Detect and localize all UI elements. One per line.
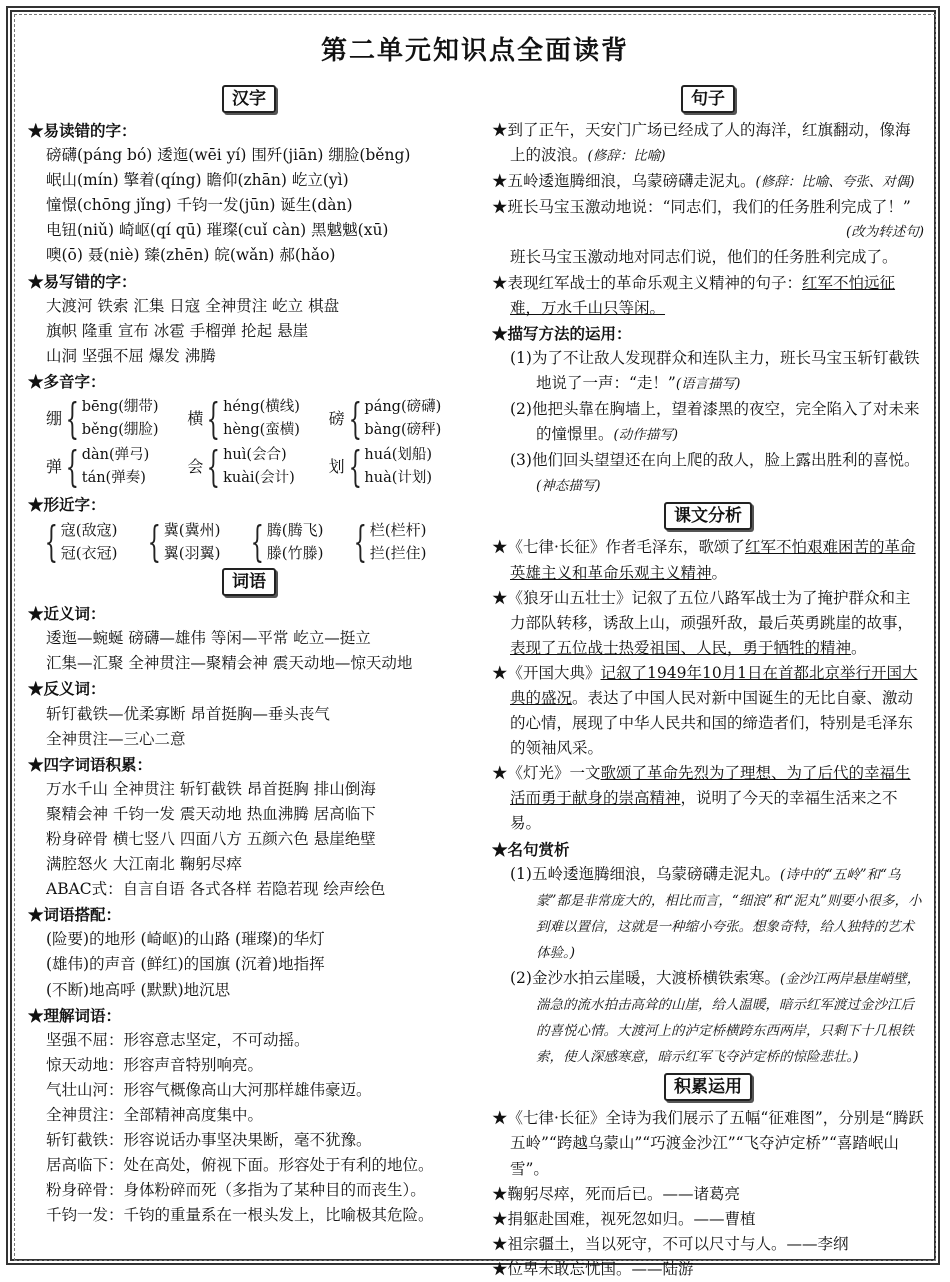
list-item: (3)他们回头望望还在向上爬的敌人，脸上露出胜利的喜悦。(神态描写) — [510, 451, 920, 495]
duoyin-group: 磅 { páng(磅礴) bàng(磅秤) — [328, 394, 442, 444]
lijie-list — [28, 1028, 470, 1229]
brace-icon: { — [207, 394, 221, 444]
list-item: (1)为了不让敌人发现群众和连队主力，班长马宝玉斩钉截铁地说了一声：“走！”(语言描写) — [510, 348, 920, 392]
label-miaoxie: ★描写方法的运用： — [492, 323, 632, 343]
sizi-list — [28, 777, 470, 902]
xingjin-group: { 栏(栏杆) 拦(拦住) — [353, 517, 427, 567]
list-item: (1)五岭逶迤腾细浪，乌蒙磅礴走泥丸。(诗中的“五岭”和“乌蒙”都是非常庞大的，相比而言，“细浪”和“泥丸”则要小很多，小到难以置信，这就是一种缩小夸张。想象奇特，给人独特的艺术体验。) — [510, 864, 922, 961]
label-fanyi: ★反义词： — [28, 679, 106, 699]
label-duoyin: ★多音字： — [28, 371, 106, 391]
xingjin-group: { 寇(敌寇) 冠(衣冠) — [44, 517, 118, 567]
duoyin-group: 会 { huì(会合) kuài(会计) — [187, 442, 295, 492]
quote: ★鞠躬尽瘁，死而后已。——诸葛亮 — [492, 1184, 741, 1203]
list-item: 气壮山河：形容气概像高山大河那样雄伟豪迈。 — [46, 1080, 372, 1099]
list-item: 全神贯注—三心二意 — [46, 729, 186, 748]
list-item: 聚精会神 千钧一发 震天动地 热血沸腾 居高临下 — [46, 804, 376, 823]
sentence-3: ★班长马宝玉激动地说：“同志们，我们的任务胜利完成了！” — [492, 198, 911, 217]
duoyin-group: 弹 { dàn(弹弓) tán(弹奏) — [46, 442, 150, 492]
left-column — [28, 82, 470, 1228]
section-hanzi: 汉字 — [28, 85, 470, 113]
list-item: 斩钉截铁：形容说话办事坚决果断，毫不犹豫。 — [46, 1131, 372, 1150]
list-item: (2)他把头靠在胸墙上，望着漆黑的夜空，完全陷入了对未来的憧憬里。(动作描写) — [510, 400, 920, 444]
section-juzi: 句子 — [492, 85, 924, 113]
duoyin-group: 划 { huá(划船) huà(计划) — [328, 442, 433, 492]
label-jinyi: ★近义词： — [28, 604, 106, 624]
list-item: 山洞 坚强不屈 爆发 沸腾 — [46, 346, 216, 365]
list-item: (2)金沙水拍云崖暖，大渡桥横铁索寒。(金沙江两岸悬崖峭壁，湍急的流水拍击高耸的山崖，给人温暖，暗示红军渡过金沙江后的喜悦心情。大渡河上的泸定桥横跨东西两岸，只剩下十几根铁索，使人深感寒意，暗示红军飞夺泸定桥的惊险悲壮。) — [510, 969, 921, 1066]
list-item: (不断)地高呼 (默默)地沉思 — [46, 980, 231, 999]
yidu-list — [28, 143, 470, 268]
sentence-2: ★五岭逶迤腾细浪，乌蒙磅礴走泥丸。(修辞：比喻、夸张、对偶) — [492, 172, 915, 191]
sentence-3-note: (改为转述句) — [845, 224, 924, 241]
dapei-list — [28, 927, 470, 1002]
list-item: 岷山(mín) 擎着(qíng) 瞻仰(zhān) 屹立(yì) — [46, 171, 349, 190]
xingjin-group: { 冀(冀州) 翼(羽翼) — [147, 517, 221, 567]
list-item: 千钧一发：千钧的重量系在一根头发上，比喻极其危险。 — [46, 1206, 434, 1225]
brace-icon: { — [348, 394, 362, 444]
section-ciyu: 词语 — [28, 568, 470, 596]
section-jilei: 积累运用 — [492, 1073, 924, 1101]
brace-icon: { — [353, 517, 368, 567]
analysis-3: ★《开国大典》记叙了1949年10月1日在首都北京举行开国大典的盛况。表达了中国人民对新中国诞生的无比自豪、激动的心情，展现了中华人民共和国的缔造者们，特别是毛泽东的领袖风采。 — [492, 663, 918, 758]
duoyin-row — [46, 396, 470, 442]
list-item: 汇集—汇聚 全神贯注—聚精会神 震天动地—惊天动地 — [46, 654, 413, 673]
list-item: (险要)的地形 (崎岖)的山路 (璀璨)的华灯 — [46, 930, 325, 949]
fanyi-list — [28, 702, 470, 752]
analysis-4: ★《灯光》一文歌颂了革命先烈为了理想、为了后代的幸福生活而勇于献身的崇高精神，说明了今天的幸福生活来之不易。 — [492, 764, 911, 833]
brace-icon: { — [348, 442, 362, 492]
list-item: 满腔怒火 大江南北 鞠躬尽瘁 — [46, 855, 242, 874]
right-column — [492, 82, 924, 1282]
brace-icon: { — [65, 394, 80, 444]
jinyi-list — [28, 626, 470, 676]
label-sizi: ★四字词语积累： — [28, 754, 153, 774]
label-dapei: ★词语搭配： — [28, 905, 122, 925]
list-item: (雄伟)的声音 (鲜红)的国旗 (沉着)地指挥 — [46, 955, 325, 974]
label-yidu: ★易读错的字： — [28, 121, 137, 140]
list-item: 全神贯注：全部精神高度集中。 — [46, 1106, 264, 1124]
quote: ★祖宗疆土，当以死守，不可以尺寸与人。——李纲 — [492, 1234, 849, 1253]
duoyin-row — [46, 444, 470, 490]
label-yixie: ★易写错的字： — [28, 271, 137, 291]
list-item: 粉身碎骨：身体粉碎而死（多指为了某种目的而丧生）。 — [46, 1181, 426, 1200]
list-item: 旗帜 隆重 宣布 冰雹 手榴弹 抡起 悬崖 — [46, 321, 309, 340]
sentence-4: ★表现红军战士的革命乐观主义精神的句子：红军不怕远征难，万水千山只等闲。 — [492, 273, 896, 317]
quote: ★位卑未敢忘忧国。——陆游 — [492, 1259, 694, 1278]
duoyin-group: 绷 { bēng(绷带) běng(绷脸) — [46, 394, 159, 444]
list-item: 居高临下：处在高处，俯视下面。形容处于有利的地位。 — [46, 1156, 434, 1175]
analysis-2: ★《狼牙山五壮士》记叙了五位八路军战士为了掩护群众和主力部队转移，诱敌上山，顽强歼敌，最后英勇跳崖的故事，表现了五位战士热爱祖国、人民，勇于牺牲的精神。 — [492, 588, 914, 657]
brace-icon: { — [147, 517, 162, 567]
list-item: 大渡河 铁索 汇集 日寇 全神贯注 屹立 棋盘 — [46, 296, 340, 315]
list-item: 逶迤—蜿蜒 磅礴—雄伟 等闲—平常 屹立—挺立 — [46, 629, 371, 648]
yixie-list — [28, 294, 470, 369]
brace-icon: { — [250, 517, 265, 567]
list-item: 憧憬(chōng jǐng) 千钧一发(jūn) 诞生(dàn) — [46, 196, 353, 215]
brace-icon: { — [207, 442, 221, 492]
brace-icon: { — [65, 442, 80, 492]
list-item: 万水千山 全神贯注 斩钉截铁 昂首挺胸 排山倒海 — [46, 779, 376, 798]
list-item: ABAC式：自言自语 各式各样 若隐若现 绘声绘色 — [46, 880, 386, 899]
xingjin-group: { 腾(腾飞) 滕(竹滕) — [250, 517, 324, 567]
xingjin-row — [42, 519, 470, 565]
analysis-1: ★《七律·长征》作者毛泽东，歌颂了红军不怕艰难困苦的革命英雄主义和革命乐观主义精神。 — [492, 538, 916, 582]
list-item: 斩钉截铁—优柔寡断 昂首挺胸—垂头丧气 — [46, 704, 330, 723]
duoyin-group: 横 { héng(横线) hèng(蛮横) — [187, 394, 300, 444]
label-mingju: ★名句赏析 — [492, 839, 570, 859]
quote: ★捐躯赴国难，视死忽如归。——曹植 — [492, 1209, 756, 1228]
page-title: 第二单元知识点全面读背 — [320, 36, 629, 66]
label-lijie: ★理解词语： — [28, 1005, 122, 1025]
list-item: 电钮(niǔ) 崎岖(qí qū) 璀璨(cuǐ càn) 黑魆魆(xū) — [46, 221, 389, 240]
list-item: 噢(ō) 聂(niè) 臻(zhēn) 皖(wǎn) 郝(hǎo) — [46, 246, 336, 265]
list-item: 磅礴(páng bó) 逶迤(wēi yí) 围歼(jiān) 绷脸(běng) — [46, 146, 411, 165]
label-xingjin: ★形近字： — [28, 495, 106, 515]
sentence-3-answer: 班长马宝玉激动地对同志们说，他们的任务胜利完成了。 — [510, 248, 898, 267]
list-item: 坚强不屈：形容意志坚定，不可动摇。 — [46, 1030, 310, 1049]
accumulate-1: ★《七律·长征》全诗为我们展示了五幅“征难图”，分别是“腾跃五岭”“跨越乌蒙山”“巧渡金沙江”“飞夺泸定桥”“喜踏岷山雪”。 — [492, 1109, 924, 1178]
section-kewen: 课文分析 — [492, 502, 924, 530]
sentence-1: ★到了正午，天安门广场已经成了人的海洋，红旗翻动，像海上的波浪。(修辞：比喻) — [492, 121, 911, 165]
list-item: 惊天动地：形容声音特别响亮。 — [46, 1055, 264, 1074]
brace-icon: { — [44, 517, 59, 567]
list-item: 粉身碎骨 横七竖八 四面八方 五颜六色 悬崖绝壁 — [46, 829, 376, 848]
